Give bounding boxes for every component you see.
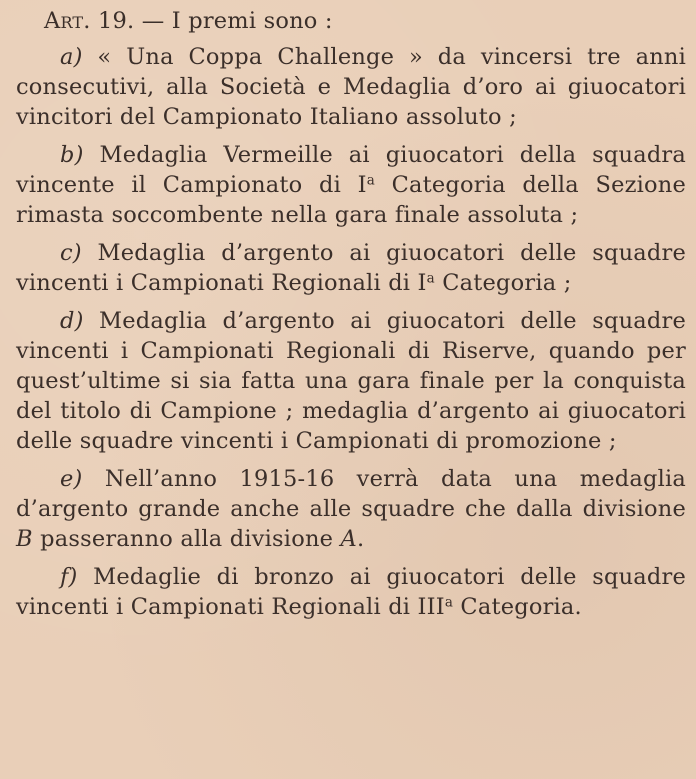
item-text: Nell’anno 1915-16 verrà data una medaglia d’argento grande anche alle squadre che dalla divisione <box>16 466 686 522</box>
item-text-cont: Categoria ; <box>434 270 572 296</box>
item-letter: d) <box>60 308 84 334</box>
article-heading-text: 19. — I premi sono : <box>90 8 333 34</box>
item-letter: e) <box>60 466 83 492</box>
item-text-cont: Categoria. <box>453 594 582 620</box>
prize-item-b <box>16 140 686 230</box>
article-19 <box>16 6 686 622</box>
item-text: « Una Coppa Challenge » da vincersi tre anni consecutivi, alla Società e Medaglia d’oro ai giuocatori vincitori del Campionato Italiano assoluto ; <box>16 44 686 130</box>
prize-item-d <box>16 306 686 456</box>
item-text: Medaglia d’argento ai giuocatori delle squadre vincenti i Campionati Regionali di I <box>16 240 686 296</box>
prize-item-e <box>16 464 686 554</box>
item-text: Medaglia d’argento ai giuocatori delle squadre vincenti i Campionati Regionali di Riserve, quando per quest’ultime si sia fatta una gara finale per la conquista del titolo di Campione ; medaglia d’argento ai giuocatori delle squadre vincenti i Campionati di promozione ; <box>16 308 686 454</box>
superscript-a: a <box>444 594 454 611</box>
superscript-a: a <box>426 270 435 287</box>
division-a: A <box>340 526 357 552</box>
item-letter: f) <box>60 564 78 590</box>
superscript-a: a <box>366 172 375 189</box>
prize-item-a <box>16 42 686 132</box>
item-letter: b) <box>60 142 84 168</box>
item-letter: a) <box>60 44 83 70</box>
division-b: B <box>16 526 33 552</box>
item-text: Medaglia Vermeille ai giuocatori della squadra vincente il Campionato di I <box>16 142 686 198</box>
prize-item-c <box>16 238 686 298</box>
prize-item-f <box>16 562 686 622</box>
item-text-cont: . <box>356 526 365 552</box>
item-text-cont: Categoria della Sezione rimasta soccombente nella gara finale assoluta ; <box>16 172 687 228</box>
item-text-mid: passeranno alla divisione <box>32 526 341 552</box>
article-label: Art. <box>44 8 91 34</box>
article-heading <box>16 6 686 36</box>
item-letter: c) <box>60 240 82 266</box>
item-text: Medaglie di bronzo ai giuocatori delle squadre vincenti i Campionati Regionali di III <box>16 564 686 620</box>
